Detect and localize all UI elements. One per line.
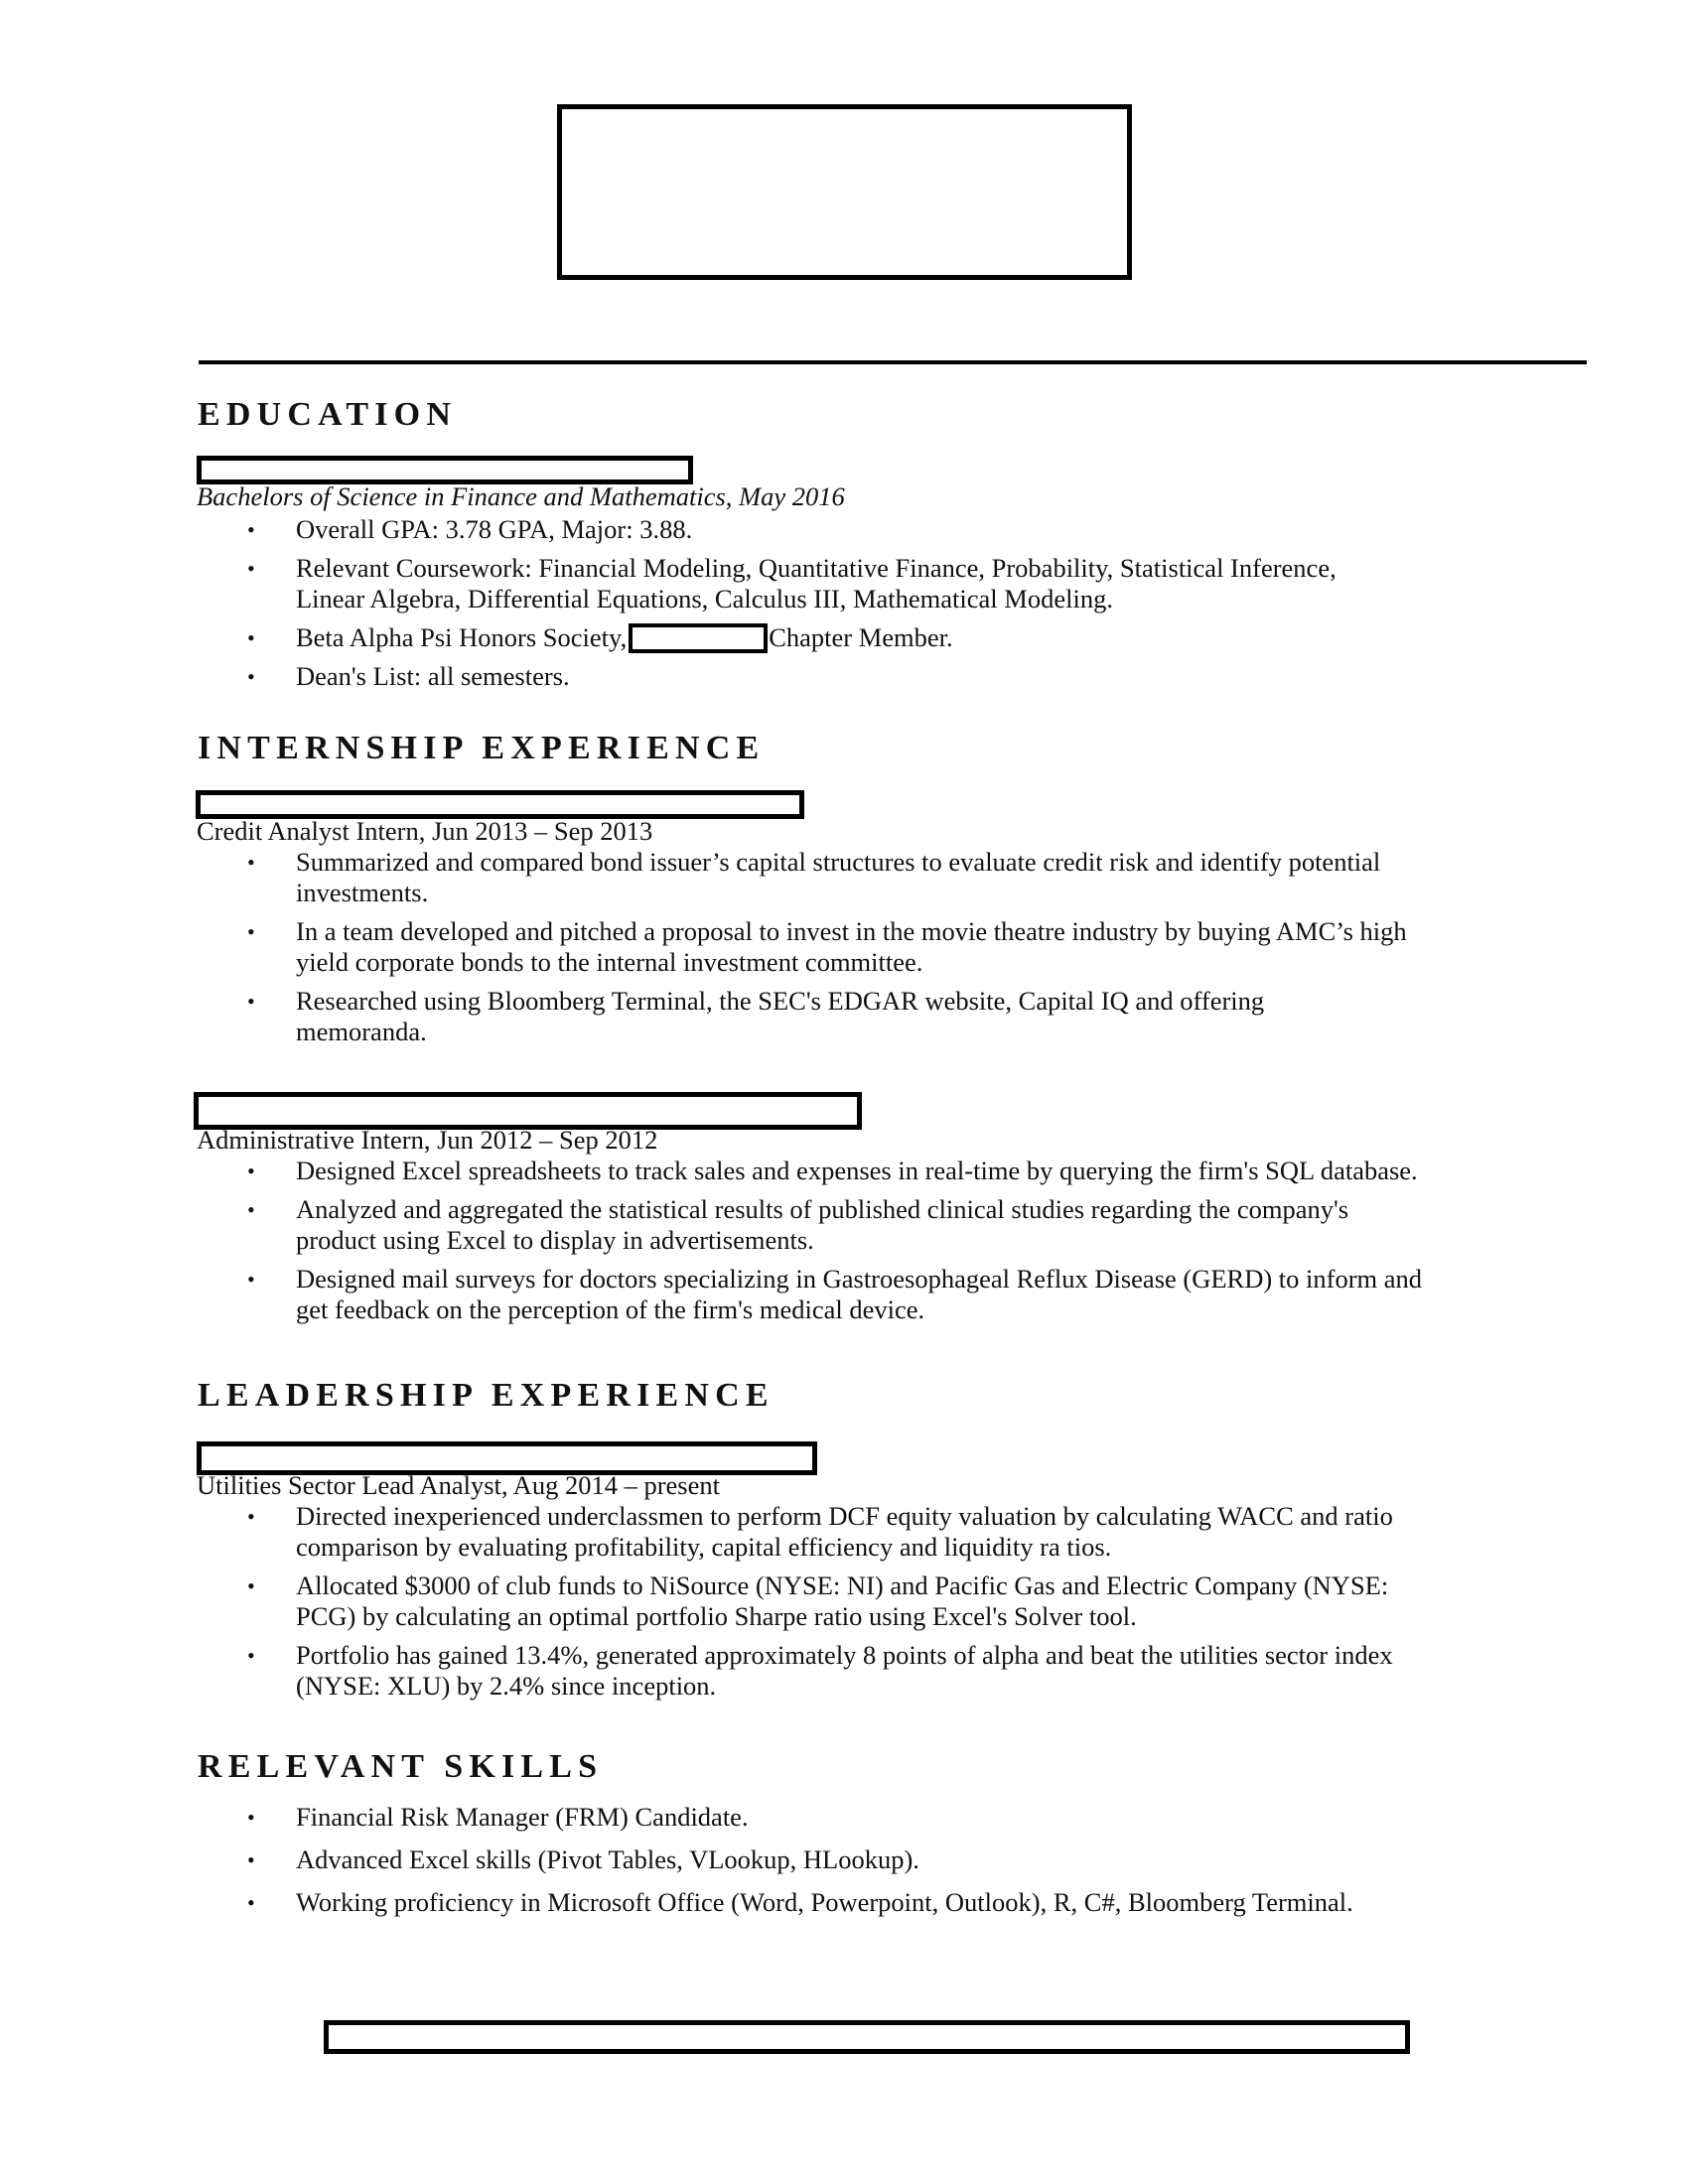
redacted-company-1 [196, 790, 804, 819]
list-item: • Dean's List: all semesters. [247, 661, 570, 691]
redacted-footer [324, 2020, 1410, 2054]
redacted-school-name [197, 456, 693, 484]
bullet-icon: • [247, 625, 255, 650]
bullet-icon: • [247, 1847, 255, 1872]
list-item: • Designed Excel spreadsheets to track sales and expenses in real-time by querying the firm's SQL database. [247, 1156, 1418, 1185]
list-item: • Overall GPA: 3.78 GPA, Major: 3.88. [247, 514, 693, 544]
bullet-icon: • [247, 850, 255, 875]
bullet-icon: • [247, 1197, 255, 1222]
job-1-bullets [0, 847, 1589, 1055]
skills-bullets [0, 1802, 1589, 1926]
section-heading-internship: INTERNSHIP EXPERIENCE [198, 730, 766, 766]
section-heading-leadership: LEADERSHIP EXPERIENCE [198, 1377, 774, 1414]
bullet-icon: • [247, 1159, 255, 1183]
list-item: • Portfolio has gained 13.4%, generated approximately 8 points of alpha and beat the utilities sector index (NYSE: XLU) by 2.4% since inception. [247, 1640, 1393, 1701]
bullet-icon: • [247, 989, 255, 1014]
list-item: • Working proficiency in Microsoft Office (Word, Powerpoint, Outlook), R, C#, Bloomberg Terminal. [247, 1887, 1353, 1917]
section-heading-skills: RELEVANT SKILLS [198, 1748, 604, 1785]
list-item: • Relevant Coursework: Financial Modeling, Quantitative Finance, Probability, Statistical Inference, Linear Algebra, Differential Equations, Calculus III, Mathematical Modeling. [247, 553, 1336, 614]
degree-line: Bachelors of Science in Finance and Mathematics, May 2016 [197, 481, 845, 511]
bullet-icon: • [247, 1643, 255, 1668]
leadership-bullets [0, 1501, 1589, 1709]
bullet-icon: • [247, 664, 255, 689]
list-item: • In a team developed and pitched a proposal to invest in the movie theatre industry by buying AMC’s high yield corporate bonds to the internal investment committee. [247, 916, 1407, 977]
bullet-icon: • [247, 919, 255, 944]
list-item: • Allocated $3000 of club funds to NiSource (NYSE: NI) and Pacific Gas and Electric Company (NYSE: PCG) by calculating an optimal portfolio Sharpe ratio using Excel's Solver tool. [247, 1570, 1389, 1631]
list-item: • Advanced Excel skills (Pivot Tables, VLookup, HLookup). [247, 1844, 919, 1874]
list-item: • Designed mail surveys for doctors specializing in Gastroesophageal Reflux Disease (GERD) to inform and get feedback on the perception of the firm's medical device. [247, 1264, 1423, 1324]
list-item: • Summarized and compared bond issuer’s capital structures to evaluate credit risk and identify potential investments. [247, 847, 1381, 907]
list-item: • Researched using Bloomberg Terminal, the SEC's EDGAR website, Capital IQ and offering memoranda. [247, 986, 1265, 1046]
job-role-2: Administrative Intern, Jun 2012 – Sep 2012 [197, 1125, 658, 1155]
bullet-icon: • [247, 1805, 255, 1830]
bullet-icon: • [247, 517, 255, 542]
section-heading-education: EDUCATION [198, 396, 458, 433]
job-role-1: Credit Analyst Intern, Jun 2013 – Sep 2013 [197, 816, 653, 846]
education-bullets [0, 514, 1589, 700]
header-divider [199, 360, 1587, 364]
list-item: • Beta Alpha Psi Honors Society, Chapter Member. [247, 622, 953, 652]
list-item: • Financial Risk Manager (FRM) Candidate. [247, 1802, 749, 1832]
redacted-chapter-name [629, 623, 768, 653]
redacted-name-header [557, 104, 1132, 280]
job-2-bullets [0, 1156, 1589, 1333]
bullet-icon: • [247, 1573, 255, 1598]
bullet-icon: • [247, 1267, 255, 1292]
bullet-icon: • [247, 556, 255, 581]
list-item: • Analyzed and aggregated the statistical results of published clinical studies regarding the company's product using Excel to display in advertisements. [247, 1194, 1349, 1255]
list-item: • Directed inexperienced underclassmen to perform DCF equity valuation by calculating WACC and ratio comparison by evaluating profitability, capital efficiency and liquidity ra tios. [247, 1501, 1393, 1562]
bullet-icon: • [247, 1890, 255, 1915]
bullet-icon: • [247, 1504, 255, 1529]
leadership-role: Utilities Sector Lead Analyst, Aug 2014 – present [197, 1470, 720, 1500]
